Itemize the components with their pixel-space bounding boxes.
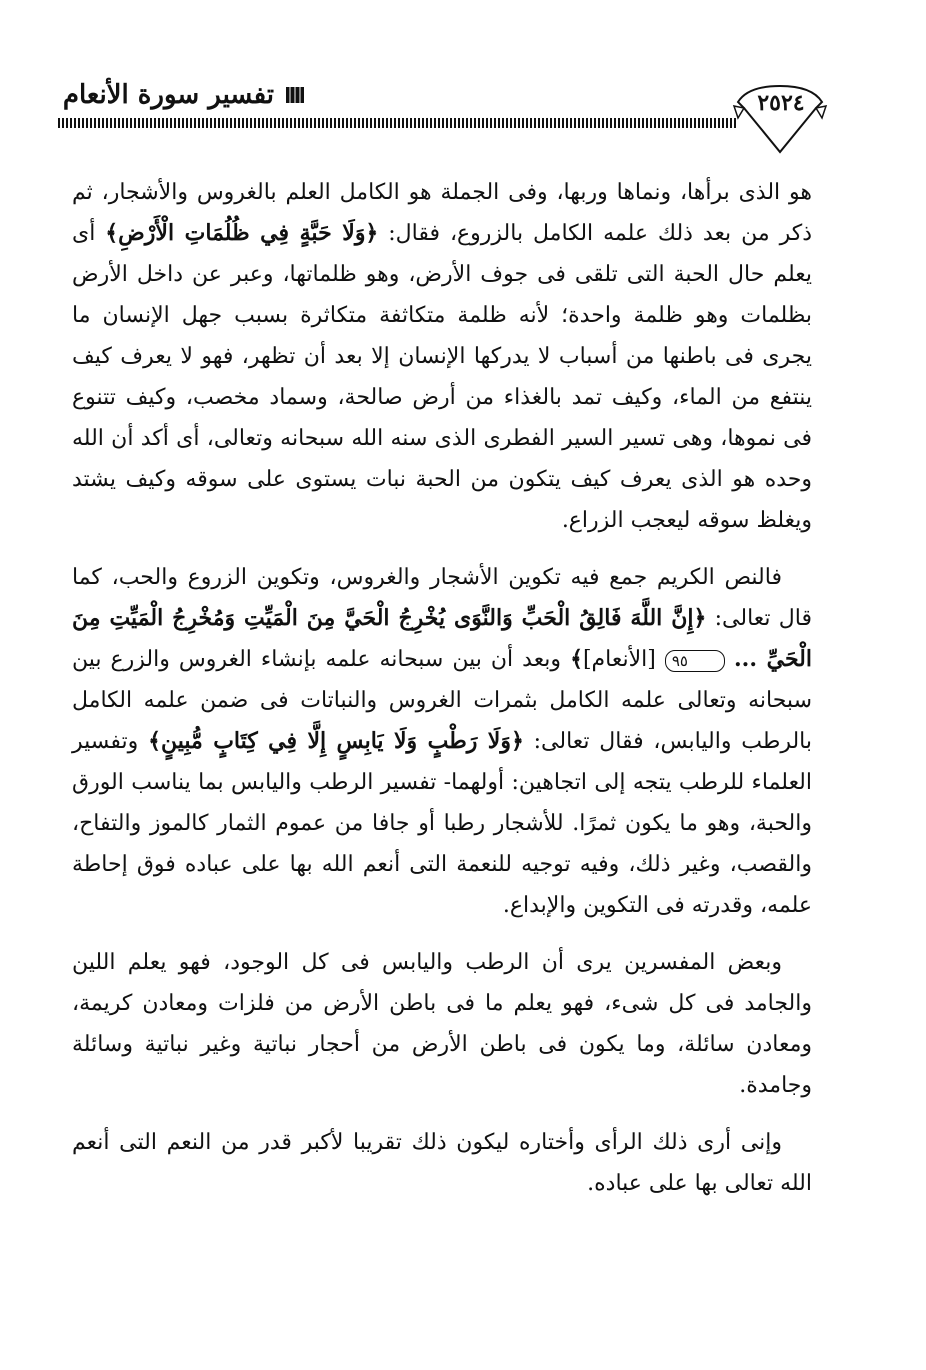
page-header [0,0,926,170]
ornament-icon [284,85,306,105]
verse-number: ٩٥ [665,650,725,672]
paragraph-3: وبعض المفسرين يرى أن الرطب واليابس فى كل الوجود، فهو يعلم اللين والجامد فى كل شىء، فهو يعلم ما فى باطن الأرض من فلزات ومعادن كريمة، ومعادن سائلة، وما يكون فى باطن الأرض من أحجار نباتية وغير نباتية وسائلة وجامدة. [72,950,812,1098]
quran-verse: ﴿وَلَا رَطْبٍ وَلَا يَابِسٍ إِلَّا فِي كِتَابٍ مُّبِينٍ﴾ [148,728,524,754]
page-body [72,172,812,1220]
quran-verse: ﴿إِنَّ اللَّهَ فَالِقُ الْحَبِّ وَالنَّوَى يُخْرِجُ الْحَيَّ مِنَ الْمَيِّتِ وَمُخْرِجُ الْمَيِّتِ مِنَ الْحَيِّ ... [72,605,813,672]
running-title [63,80,306,110]
paragraph-1: هو الذى برأها، ونماها وربها، وفى الجملة هو الكامل العلم بالغروس والأشجار، ثم ذكر من بعد ذلك علمه الكامل بالزروع، فقال: ﴿وَلَا حَبَّةٍ فِي ظُلُمَاتِ الْأَرْضِ﴾ أى يعلم حال الحبة التى تلقى فى جوف الأرض، وهو ظلماتها، وعبر عن داخل الأرض بظلمات وهو ظلمة واحدة؛ لأنه ظلمة متكاثفة متكاثرة بسبب جهل الإنسان ما يجرى فى باطنها من أسباب لا يدركها الإنسان إلا بعد أن تظهر، فهو لا يعرف كيف ينتفع من الماء، وكيف تمد بالغذاء من أرض صالحة، وسماد مخصب، وكيف تتنوع فى نموها، وهى تسير السير الفطرى الذى سنه الله سبحانه وتعالى، أى أكد أن الله وحده هو الذى يعرف كيف يتكون من الحبة نبات يستوى على سوقه وكيف يشتد ويغلظ سوقه ليعجب الزراع. [72,180,812,533]
paragraph-4: وإنى أرى ذلك الرأى وأختاره ليكون ذلك تقريبا لأكبر قدر من النعم التى أنعم الله تعالى بها على عباده. [72,1130,812,1196]
header-rule [58,118,738,128]
surah-title: تفسير سورة الأنعام [62,80,274,110]
verse-source: [الأنعام] [582,647,656,672]
paragraph-2: فالنص الكريم جمع فيه تكوين الأشجار والغروس، وتكوين الزروع والحب، كما قال تعالى: ﴿إِنَّ اللَّهَ فَالِقُ الْحَبِّ وَالنَّوَى يُخْرِجُ الْحَيَّ مِنَ الْمَيِّتِ وَمُخْرِجُ الْمَيِّتِ مِنَ الْحَيِّ ... ٩٥ [الأنعام]﴾ وبعد أن بين سبحانه علمه بإنشاء الغروس والزرع بين سبحانه وتعالى علمه الكامل بثمرات الغروس والنباتات فى ضمن علمه الكامل بالرطب واليابس، فقال تعالى: ﴿وَلَا رَطْبٍ وَلَا يَابِسٍ إِلَّا فِي كِتَابٍ مُّبِينٍ﴾ وتفسير العلماء للرطب يتجه إلى اتجاهين: أولهما- تفسير الرطب واليابس بما يناسب الورق والحبة، وهو ما يكون ثمرًا. للأشجار رطبا أو جافا من عموم الثمار كالموز والتفاح، والقصب، وغير ذلك، وفيه توجيه للنعمة التى أنعم الله بها على عباده فوق إحاطة علمه، وقدرته فى التكوين والإبداع. [72,565,813,918]
page-number: ٢٥٢٤ [757,90,805,116]
quran-verse: ﴿وَلَا حَبَّةٍ فِي ظُلُمَاتِ الْأَرْضِ﴾ [105,220,379,246]
